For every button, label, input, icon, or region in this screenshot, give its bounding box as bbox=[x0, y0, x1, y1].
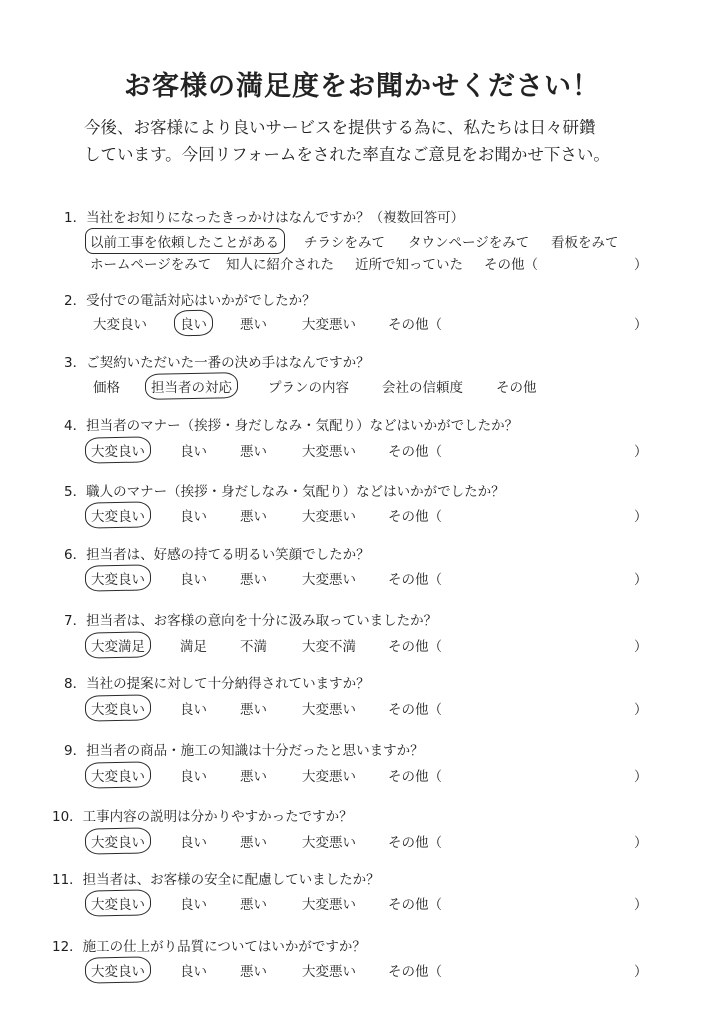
question-3-text: 3．ご契約いただいた一番の決め手はなんですか？ bbox=[64, 355, 370, 371]
question-11-option-2[interactable]: 良い bbox=[180, 897, 207, 913]
question-4-option-3[interactable]: 悪い bbox=[240, 444, 267, 460]
question-1-text: 1．当社をお知りになったきっかけはなんですか？（複数回答可） bbox=[64, 210, 465, 226]
question-8-option-4[interactable]: 大変悪い bbox=[302, 702, 356, 718]
question-3-option-1[interactable]: 価格 bbox=[93, 380, 120, 396]
question-12-option-5[interactable]: その他（ bbox=[388, 964, 442, 980]
question-10-paren-close: ） bbox=[634, 835, 648, 851]
question-2-option-5[interactable]: その他（ bbox=[388, 317, 442, 333]
question-8-option-5[interactable]: その他（ bbox=[388, 702, 442, 718]
question-8-option-2[interactable]: 良い bbox=[180, 702, 207, 718]
question-2-text: 2．受付での電話対応はいかがでしたか？ bbox=[64, 293, 316, 309]
question-5-option-3[interactable]: 悪い bbox=[240, 509, 267, 525]
question-1-paren-close: ） bbox=[634, 257, 648, 273]
question-6-option-1[interactable]: 大変良い bbox=[91, 568, 145, 588]
question-1-option-6[interactable]: 知人に紹介された bbox=[226, 257, 334, 273]
question-8-paren-close: ） bbox=[634, 702, 648, 718]
question-6-option-4[interactable]: 大変悪い bbox=[302, 572, 356, 588]
question-7-option-1[interactable]: 大変満足 bbox=[91, 635, 145, 655]
question-12-paren-close: ） bbox=[634, 964, 648, 980]
question-5-option-1[interactable]: 大変良い bbox=[91, 505, 145, 525]
question-11-option-5[interactable]: その他（ bbox=[388, 897, 442, 913]
question-12-option-3[interactable]: 悪い bbox=[240, 964, 267, 980]
question-6-option-5[interactable]: その他（ bbox=[388, 572, 442, 588]
question-4-paren-close: ） bbox=[634, 444, 648, 460]
question-9-option-5[interactable]: その他（ bbox=[388, 769, 442, 785]
question-6-paren-close: ） bbox=[634, 572, 648, 588]
question-2-option-1[interactable]: 大変良い bbox=[93, 317, 147, 333]
question-10-option-1[interactable]: 大変良い bbox=[91, 831, 145, 851]
intro-line-1: 今後、お客様により良いサービスを提供する為に、私たちは日々研鑽 bbox=[84, 118, 596, 137]
question-12-option-2[interactable]: 良い bbox=[180, 964, 207, 980]
intro-text bbox=[84, 114, 694, 168]
question-7-paren-close: ） bbox=[634, 639, 648, 655]
intro-line-2: しています。今回リフォームをされた率直なご意見をお聞かせ下さい。 bbox=[84, 145, 610, 164]
question-7-text: 7．担当者は、お客様の意向を十分に汲み取っていましたか？ bbox=[64, 613, 438, 629]
question-5-option-4[interactable]: 大変悪い bbox=[302, 509, 356, 525]
question-9-text: 9．担当者の商品・施工の知識は十分だったと思いますか？ bbox=[64, 743, 424, 759]
question-1-option-2[interactable]: チラシをみて bbox=[304, 235, 385, 251]
question-4-text: 4．担当者のマナー（挨拶・身だしなみ・気配り）などはいかがでしたか？ bbox=[64, 418, 519, 434]
question-5-paren-close: ） bbox=[634, 509, 648, 525]
question-7-option-2[interactable]: 満足 bbox=[180, 639, 207, 655]
question-5-option-5[interactable]: その他（ bbox=[388, 509, 442, 525]
question-5-text: 5．職人のマナー（挨拶・身だしなみ・気配り）などはいかがでしたか？ bbox=[64, 484, 505, 500]
question-2-paren-close: ） bbox=[634, 317, 648, 333]
question-1-option-1[interactable]: 以前工事を依頼したことがある bbox=[90, 231, 279, 251]
question-10-option-2[interactable]: 良い bbox=[180, 835, 207, 851]
question-4-option-5[interactable]: その他（ bbox=[388, 444, 442, 460]
question-4-option-1[interactable]: 大変良い bbox=[91, 440, 145, 460]
question-10-option-5[interactable]: その他（ bbox=[388, 835, 442, 851]
question-11-option-4[interactable]: 大変悪い bbox=[302, 897, 356, 913]
question-6-text: 6．担当者は、好感の持てる明るい笑顔でしたか？ bbox=[64, 547, 370, 563]
question-6-option-2[interactable]: 良い bbox=[180, 572, 207, 588]
question-7-option-3[interactable]: 不満 bbox=[240, 639, 267, 655]
question-3-option-3[interactable]: プランの内容 bbox=[268, 380, 349, 396]
question-9-option-2[interactable]: 良い bbox=[180, 769, 207, 785]
question-2-option-4[interactable]: 大変悪い bbox=[302, 317, 356, 333]
question-2-option-3[interactable]: 悪い bbox=[240, 317, 267, 333]
question-3-option-2[interactable]: 担当者の対応 bbox=[151, 376, 232, 396]
question-9-option-1[interactable]: 大変良い bbox=[91, 765, 145, 785]
question-12-option-4[interactable]: 大変悪い bbox=[302, 964, 356, 980]
question-10-option-3[interactable]: 悪い bbox=[240, 835, 267, 851]
question-12-text: 12．施工の仕上がり品質についてはいかがですか？ bbox=[52, 939, 366, 955]
question-1-option-3[interactable]: タウンページをみて bbox=[408, 235, 530, 251]
question-4-option-2[interactable]: 良い bbox=[180, 444, 207, 460]
question-4-option-4[interactable]: 大変悪い bbox=[302, 444, 356, 460]
page-title: お客様の満足度をお聞かせください！ bbox=[124, 71, 600, 102]
question-1-option-5[interactable]: ホームページをみて bbox=[90, 257, 212, 273]
question-3-option-5[interactable]: その他 bbox=[496, 380, 537, 396]
question-1-option-7[interactable]: 近所で知っていた bbox=[355, 257, 463, 273]
question-9-option-4[interactable]: 大変悪い bbox=[302, 769, 356, 785]
question-5-option-2[interactable]: 良い bbox=[180, 509, 207, 525]
question-8-option-3[interactable]: 悪い bbox=[240, 702, 267, 718]
question-3-option-4[interactable]: 会社の信頼度 bbox=[382, 380, 463, 396]
question-7-option-4[interactable]: 大変不満 bbox=[302, 639, 356, 655]
question-12-option-1[interactable]: 大変良い bbox=[91, 960, 145, 980]
question-8-text: 8．当社の提案に対して十分納得されていますか？ bbox=[64, 676, 370, 692]
question-2-option-2[interactable]: 良い bbox=[180, 313, 207, 333]
question-11-option-3[interactable]: 悪い bbox=[240, 897, 267, 913]
question-1-option-4[interactable]: 看板をみて bbox=[551, 235, 619, 251]
question-11-text: 11．担当者は、お客様の安全に配慮していましたか？ bbox=[52, 872, 380, 888]
question-9-paren-close: ） bbox=[634, 769, 648, 785]
question-8-option-1[interactable]: 大変良い bbox=[91, 698, 145, 718]
question-1-option-8[interactable]: その他（ bbox=[484, 257, 538, 273]
question-7-option-5[interactable]: その他（ bbox=[388, 639, 442, 655]
question-11-option-1[interactable]: 大変良い bbox=[91, 893, 145, 913]
question-10-option-4[interactable]: 大変悪い bbox=[302, 835, 356, 851]
question-9-option-3[interactable]: 悪い bbox=[240, 769, 267, 785]
question-11-paren-close: ） bbox=[634, 897, 648, 913]
question-6-option-3[interactable]: 悪い bbox=[240, 572, 267, 588]
question-10-text: 10．工事内容の説明は分かりやすかったですか？ bbox=[52, 809, 353, 825]
